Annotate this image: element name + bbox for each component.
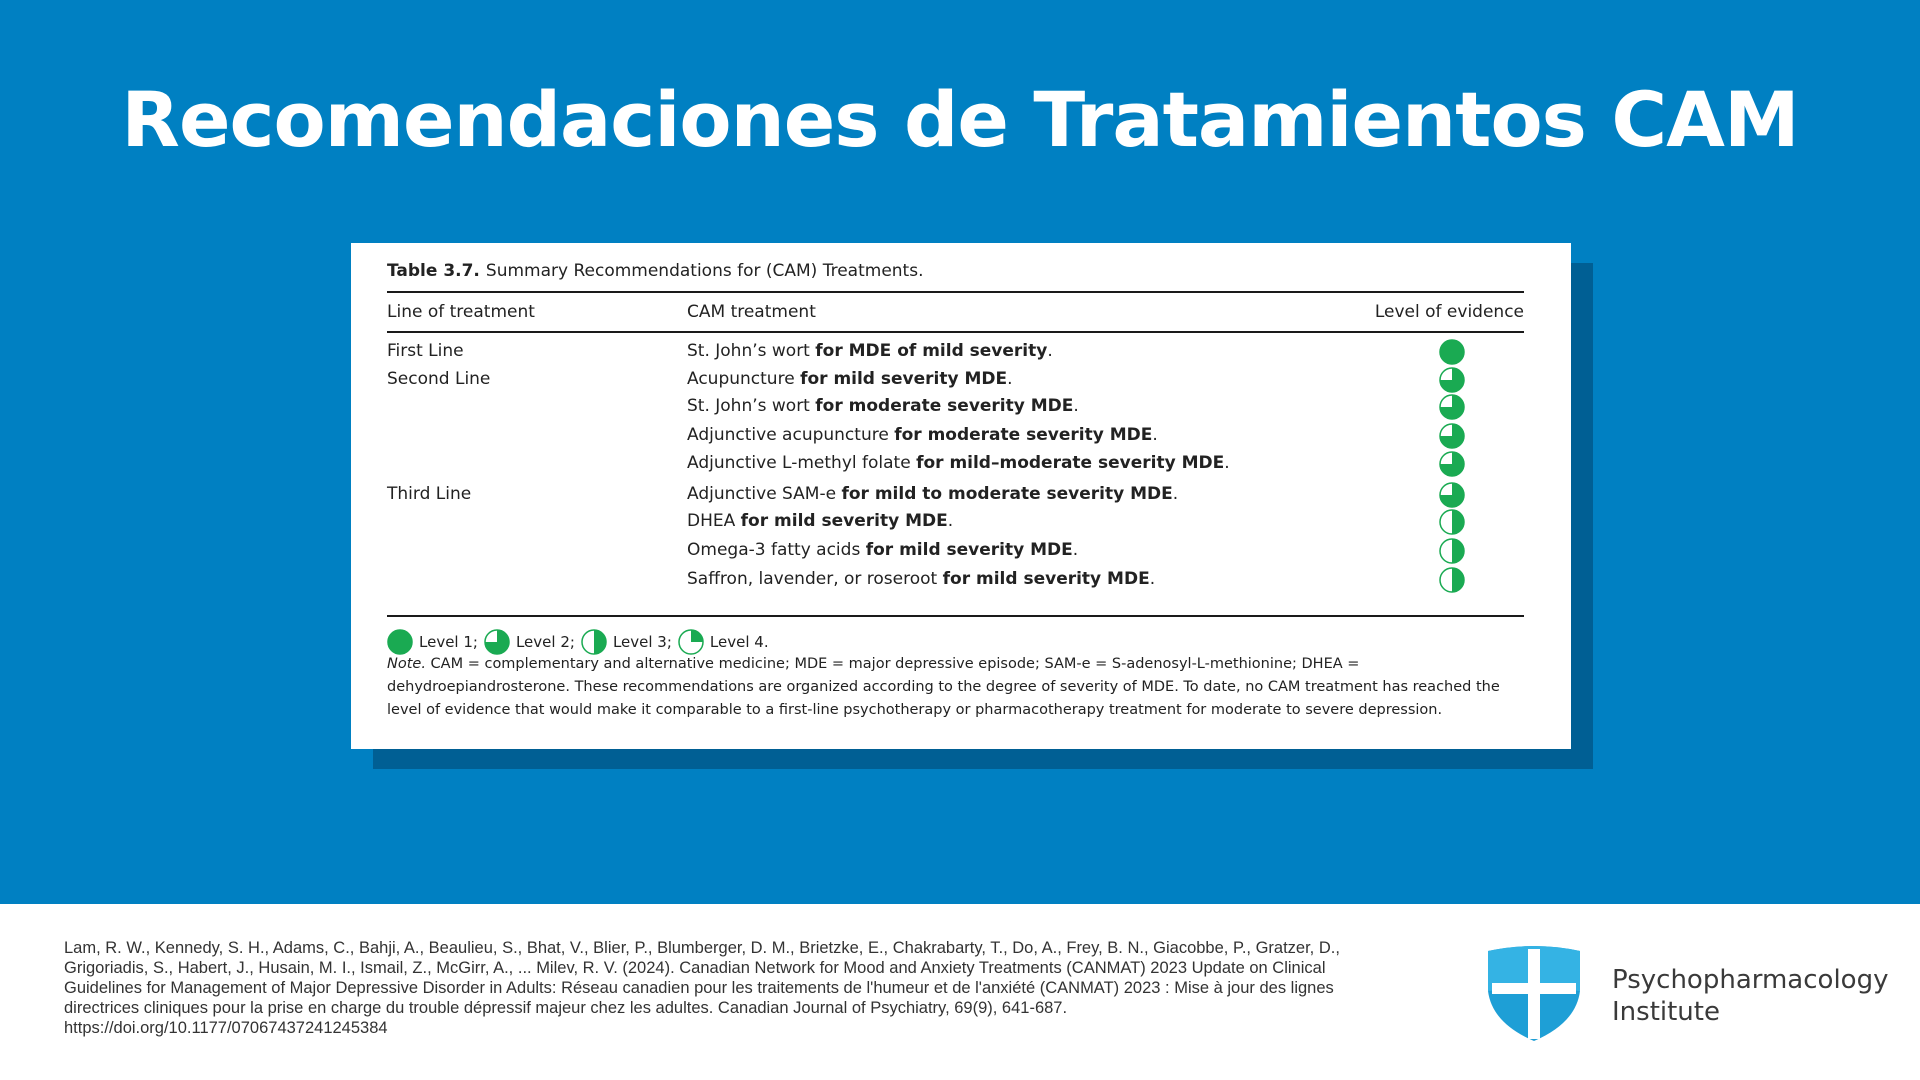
treatment-trailing-period: .: [1224, 453, 1230, 473]
treatment-indication: for mild severity MDE: [740, 511, 948, 531]
header-cam-treatment: CAM treatment: [687, 302, 816, 322]
treatment-indication: for moderate severity MDE: [815, 396, 1074, 416]
legend-label: Level 3;: [612, 633, 672, 651]
level-1-legend-icon: [387, 629, 413, 655]
legend-label: Level 4.: [709, 633, 769, 651]
treatment-indication: for moderate severity MDE: [894, 425, 1153, 445]
treatment-indication: for mild severity MDE: [800, 369, 1008, 389]
table-row: [387, 484, 1524, 512]
treatment-name: Acupuncture: [687, 369, 801, 389]
shield-cross-icon: [1484, 945, 1584, 1041]
treatment-indication: for mild severity MDE: [942, 569, 1150, 589]
cam-treatment-cell: [687, 540, 1078, 560]
level-legend: [387, 629, 775, 655]
cam-treatment-cell: [687, 396, 1079, 416]
table-caption: [387, 261, 923, 281]
cam-treatment-cell: [687, 511, 953, 531]
line-of-treatment-cell: Second Line: [387, 369, 491, 389]
level-2-legend-icon: [484, 629, 510, 655]
header-line-of-treatment: Line of treatment: [387, 302, 535, 322]
cam-treatment-cell: [687, 341, 1053, 361]
treatment-name: St. John’s wort: [687, 396, 816, 416]
level-2-evidence-icon: [1439, 451, 1465, 477]
treatment-trailing-period: .: [947, 511, 954, 531]
table-row: [387, 540, 1524, 568]
treatment-indication: for mild severity MDE: [865, 540, 1073, 560]
level-4-legend-icon: [678, 629, 704, 655]
treatment-name: Adjunctive acupuncture: [687, 425, 895, 445]
level-2-evidence-icon: [1439, 394, 1465, 420]
table-card: [351, 243, 1571, 749]
treatment-name: Saffron, lavender, or roseroot: [687, 569, 943, 589]
treatment-trailing-period: .: [1152, 425, 1158, 445]
level-3-evidence-icon: [1439, 567, 1465, 593]
table-row: [387, 569, 1524, 597]
treatment-trailing-period: .: [1072, 540, 1079, 560]
table-row: [387, 425, 1524, 453]
treatment-trailing-period: .: [1007, 369, 1013, 389]
legend-item-level-4: [678, 629, 769, 655]
legend-item-level-2: [484, 629, 575, 655]
legend-item-level-3: [581, 629, 672, 655]
level-3-legend-icon: [581, 629, 607, 655]
level-3-evidence-icon: [1439, 509, 1465, 535]
table-row: [387, 453, 1524, 481]
cam-treatment-cell: [687, 569, 1155, 589]
treatment-name: Omega-3 fatty acids: [687, 540, 866, 560]
treatment-trailing-period: .: [1073, 396, 1079, 416]
brand-name: [1612, 964, 1888, 1028]
table-row: [387, 396, 1524, 424]
legend-label: Level 1;: [419, 633, 478, 651]
treatment-trailing-period: .: [1172, 484, 1179, 504]
header-level-of-evidence: Level of evidence: [1374, 302, 1524, 322]
table-caption-label: Table 3.7.: [387, 261, 480, 281]
note-label: Note.: [387, 656, 426, 672]
treatment-indication: for mild to moderate severity MDE: [841, 484, 1173, 504]
table-row: [387, 369, 1524, 397]
cam-treatment-cell: [687, 484, 1178, 504]
table-bottom-rule: [387, 615, 1524, 617]
level-2-evidence-icon: [1439, 367, 1465, 393]
table-header-rule: [387, 331, 1524, 333]
note-text: CAM = complementary and alternative medicine; MDE = major depressive episode; SAM-e = S-adenosyl-L-methionine; DHEA = dehydroepiandrosterone. These recommendations are organized according to the degree of severity of MDE. To date, no CAM treatment has reached the level of evidence that would make it comparable to a first-line psychotherapy or pharmacotherapy treatment for moderate to severe depression.: [387, 656, 1500, 718]
treatment-name: Adjunctive SAM-e: [687, 484, 842, 504]
citation-text: Lam, R. W., Kennedy, S. H., Adams, C., Bahji, A., Beaulieu, S., Bhat, V., Blier, P., Blumberger, D. M., Brietzke, E., Chakrabarty, T., Do, A., Frey, B. N., Giacobbe, P., Gratzer, D., Grigoriadis, S., Habert, J., Husain, M. I., Ismail, Z., McGirr, A., ... Milev, R. V. (2024). Canadian Network for Mood and Anxiety Treatments (CANMAT) 2023 Update on Clinical Guidelines for Management of Major Depressive Disorder in Adults: Réseau canadien pour les traitements de l'humeur et de l'anxiété (CANMAT) 2023 : Mise à jour des lignes directrices cliniques pour la prise en charge du trouble dépressif majeur chez les adultes. Canadian Journal of Psychiatry, 69(9), 641-687. https://doi.org/10.1177/07067437241245384: [64, 939, 1340, 1037]
treatment-name: DHEA: [687, 511, 741, 531]
table-row: [387, 511, 1524, 539]
line-of-treatment-cell: Third Line: [387, 484, 472, 504]
slide-title: Recomendaciones de Tratamientos CAM: [121, 75, 1799, 164]
cam-treatment-cell: [687, 453, 1230, 473]
treatment-name: Adjunctive L-methyl folate: [687, 453, 917, 473]
treatment-indication: for MDE of mild severity: [815, 341, 1048, 361]
table-caption-text: Summary Recommendations for (CAM) Treatments.: [485, 261, 924, 281]
line-of-treatment-cell: First Line: [387, 341, 464, 361]
level-2-evidence-icon: [1439, 482, 1465, 508]
treatment-trailing-period: .: [1149, 569, 1156, 589]
legend-label: Level 2;: [515, 633, 575, 651]
level-3-evidence-icon: [1439, 538, 1465, 564]
table-row: [387, 341, 1524, 369]
treatment-indication: for mild–moderate severity MDE: [916, 453, 1225, 473]
level-2-evidence-icon: [1439, 423, 1465, 449]
brand-line-1: Psychopharmacology: [1612, 965, 1889, 995]
cam-treatment-cell: [687, 425, 1158, 445]
table-top-rule: [387, 291, 1524, 293]
level-1-evidence-icon: [1439, 339, 1465, 365]
treatment-trailing-period: .: [1047, 341, 1053, 361]
cam-treatment-cell: [687, 369, 1013, 389]
table-note: [387, 653, 1527, 722]
treatment-name: St. John’s wort: [687, 341, 816, 361]
legend-item-level-1: [387, 629, 478, 655]
brand-line-2: Institute: [1612, 997, 1720, 1027]
